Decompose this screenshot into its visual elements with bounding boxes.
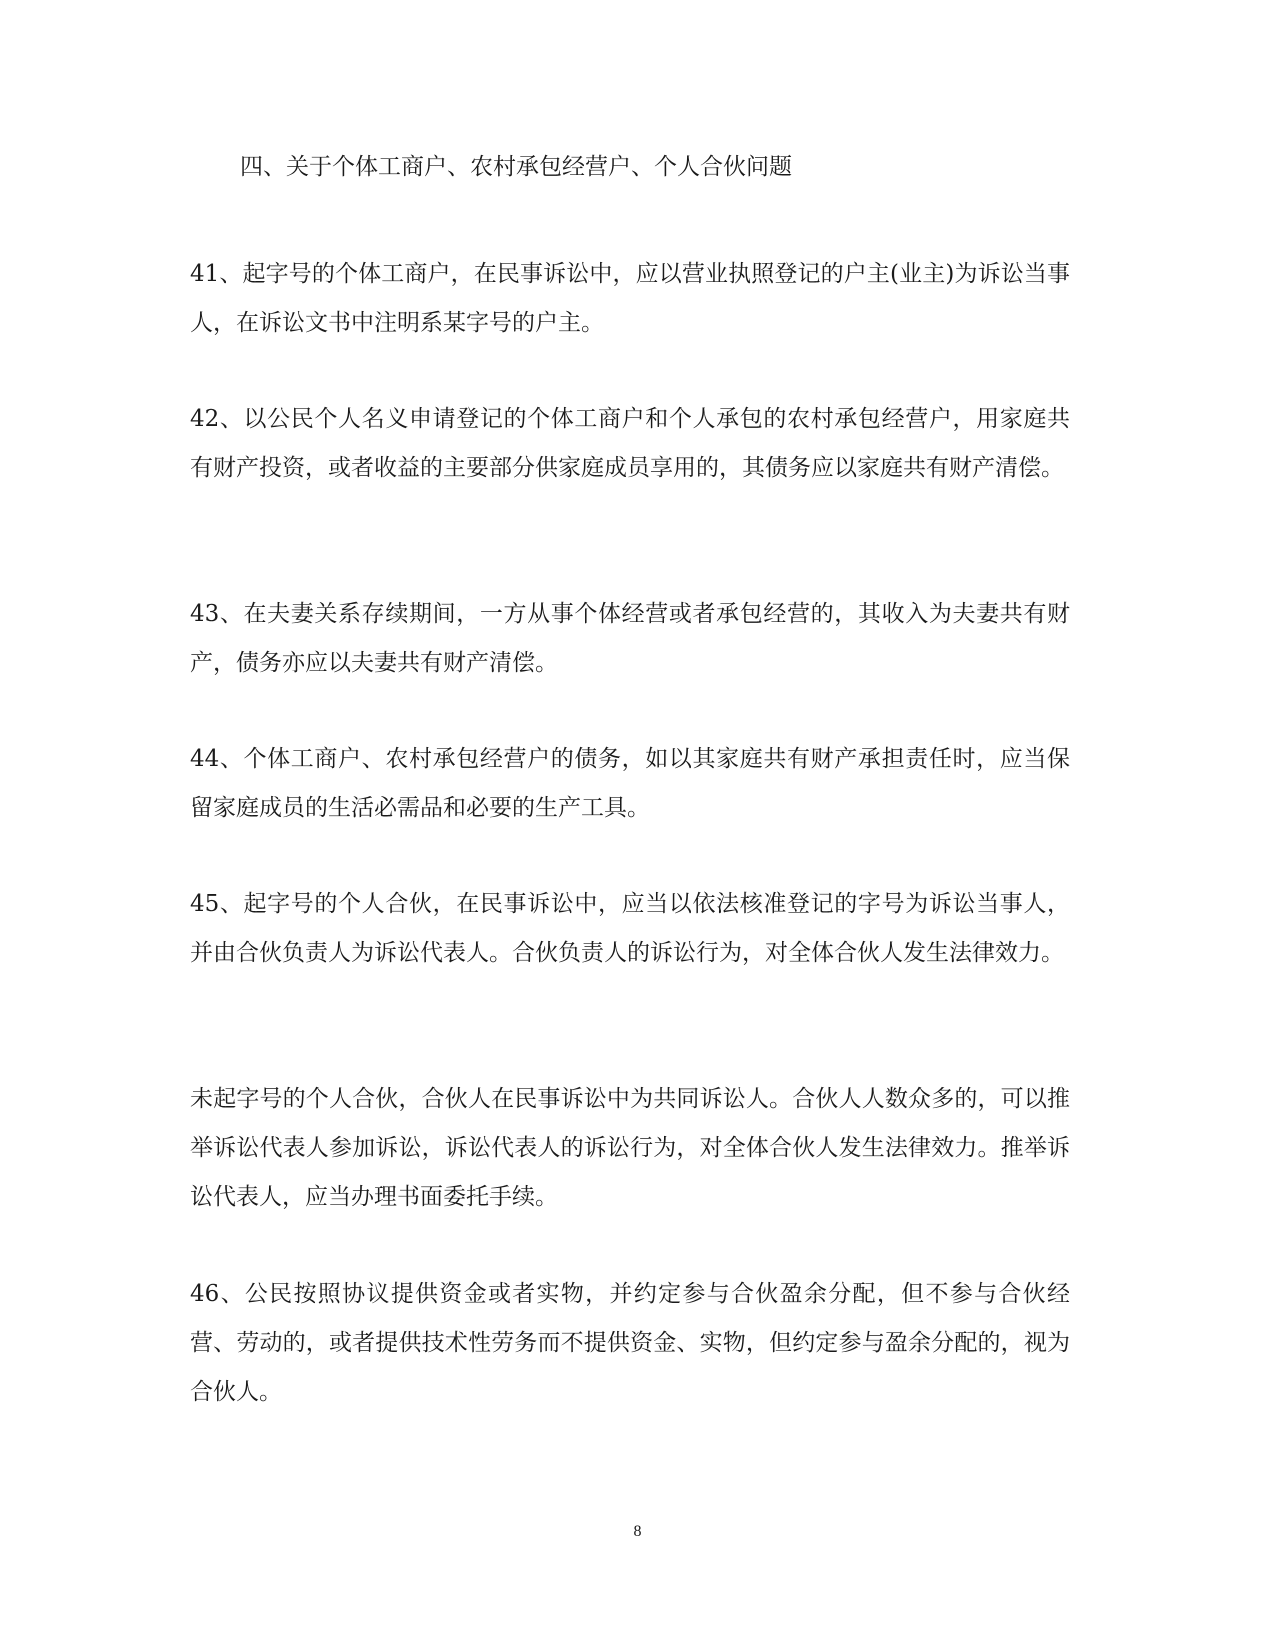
paragraph-44: 44、个体工商户、农村承包经营户的债务，如以其家庭共有财产承担责任时，应当保留家庭成员的生活必需品和必要的生产工具。: [190, 746, 1070, 821]
paragraph-45: 45、起字号的个人合伙，在民事诉讼中，应当以依法核准登记的字号为诉讼当事人，并由合伙负责人为诉讼代表人。合伙负责人的诉讼行为，对全体合伙人发生法律效力。: [190, 891, 1070, 966]
paragraph-45-continued: 未起字号的个人合伙，合伙人在民事诉讼中为共同诉讼人。合伙人人数众多的，可以推举诉讼代表人参加诉讼，诉讼代表人的诉讼行为，对全体合伙人发生法律效力。推举诉讼代表人，应当办理书面委托手续。: [190, 1086, 1070, 1210]
paragraph-41: 41、起字号的个体工商户，在民事诉讼中，应以营业执照登记的户主(业主)为诉讼当事人，在诉讼文书中注明系某字号的户主。: [190, 261, 1070, 336]
paragraph-46: 46、公民按照协议提供资金或者实物，并约定参与合伙盈余分配，但不参与合伙经营、劳动的，或者提供技术性劳务而不提供资金、实物，但约定参与盈余分配的，视为合伙人。: [190, 1281, 1070, 1405]
paragraph-42: 42、以公民个人名义申请登记的个体工商户和个人承包的农村承包经营户，用家庭共有财产投资，或者收益的主要部分供家庭成员享用的，其债务应以家庭共有财产清偿。: [190, 406, 1070, 481]
paragraph-43: 43、在夫妻关系存续期间，一方从事个体经营或者承包经营的，其收入为夫妻共有财产，债务亦应以夫妻共有财产清偿。: [190, 601, 1070, 676]
section-heading: 四、关于个体工商户、农村承包经营户、个人合伙问题: [240, 154, 792, 180]
page-number: 8: [633, 1523, 642, 1540]
